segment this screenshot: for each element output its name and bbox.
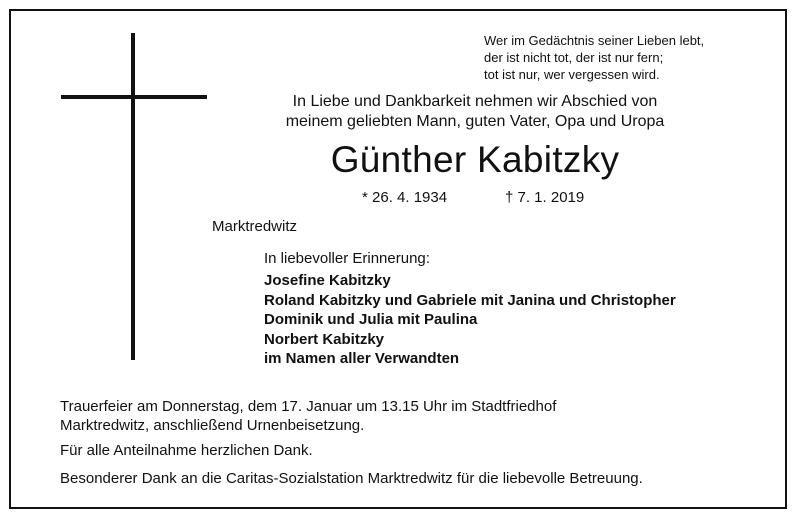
deceased-name: Günther Kabitzky [330, 139, 620, 180]
mourner-name: Norbert Kabitzky [264, 330, 385, 348]
intro-line: meinem geliebten Mann, guten Vater, Opa und Uropa [285, 113, 665, 130]
thanks-text: Für alle Anteilnahme herzlichen Dank. [60, 442, 313, 459]
mourner-name: im Namen aller Verwandten [264, 350, 460, 367]
memorial-quote [484, 32, 704, 83]
mourners-heading: In liebevoller Erinnerung: [264, 250, 430, 267]
mourner-name: Dominik und Julia mit Paulina [264, 311, 478, 328]
mourners-list [264, 271, 676, 369]
death-date: † 7. 1. 2019 [505, 189, 585, 206]
mourner-name: Roland Kabitzky und Gabriele mit Janina und Christopher [264, 291, 676, 309]
special-thanks-text: Besonderer Dank an die Caritas-Sozialstation Marktredwitz für die liebevolle Betreuung. [60, 470, 643, 487]
funeral-line: Marktredwitz, anschließend Urnenbeisetzung. [60, 417, 365, 434]
intro-line: In Liebe und Dankbarkeit nehmen wir Abschied von [292, 93, 658, 110]
hometown: Marktredwitz [212, 218, 298, 235]
birth-date: * 26. 4. 1934 [362, 189, 448, 206]
funeral-line: Trauerfeier am Donnerstag, dem 17. Januar um 13.15 Uhr im Stadtfriedhof [60, 398, 557, 415]
mourner-name: Josefine Kabitzky [264, 272, 391, 289]
quote-line: der ist nicht tot, der ist nur fern; [484, 50, 664, 65]
cross-horizontal-bar [61, 95, 207, 99]
farewell-intro [200, 92, 750, 132]
quote-line: tot ist nur, wer vergessen wird. [484, 67, 660, 82]
cross-vertical-bar [131, 33, 135, 360]
quote-line: Wer im Gedächtnis seiner Lieben lebt, [484, 33, 705, 48]
funeral-details [60, 397, 556, 435]
